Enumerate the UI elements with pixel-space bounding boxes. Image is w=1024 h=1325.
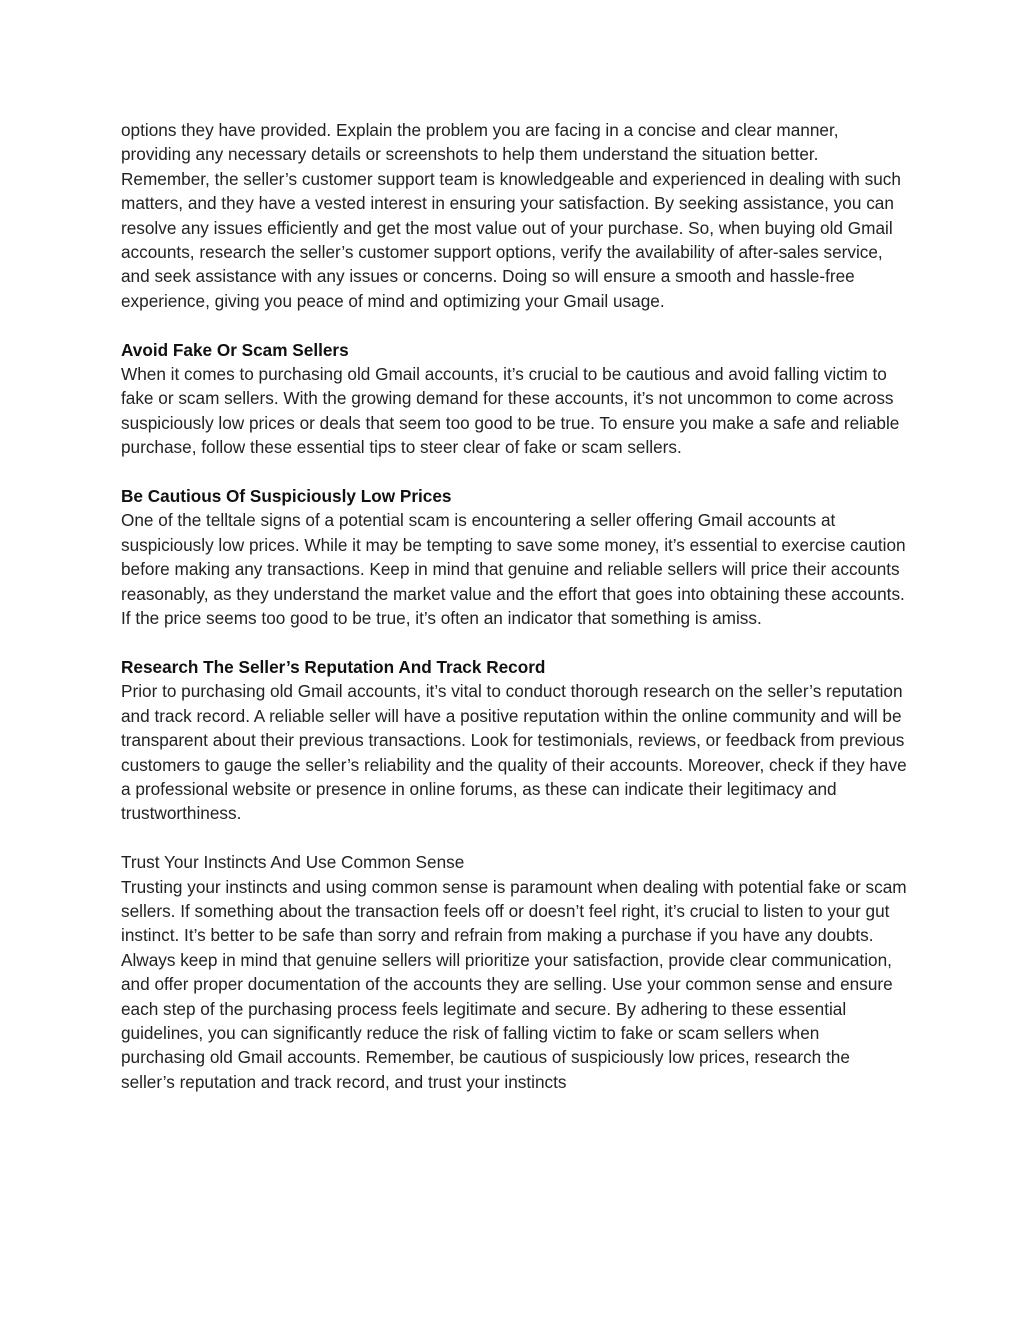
paragraph: Trusting your instincts and using common sense is paramount when dealing with potential fake or scam sellers. If something about the transaction feels off or doesn’t feel right, it’s crucial to listen to your gut instinct. It’s better to be safe than sorry and refrain from making a purchase if you have any doubts. Always keep in mind that genuine sellers will prioritize your satisfaction, provide clear communication, and offer proper documentation of the accounts they are selling. Use your common sense and ensure each step of the purchasing process feels legitimate and secure. By adhering to these essential guidelines, you can significantly reduce the risk of falling victim to fake or scam sellers when purchasing old Gmail accounts. Remember, be cautious of suspiciously low prices, research the seller’s reputation and track record, and trust your instincts xyxy=(121,876,907,1092)
section-low-prices xyxy=(121,484,907,630)
section-heading: Trust Your Instincts And Use Common Sense xyxy=(121,852,465,873)
section-heading: Research The Seller’s Reputation And Track Record xyxy=(121,656,546,677)
section-trust-instincts xyxy=(121,850,907,1094)
section-avoid-fake-sellers xyxy=(121,338,907,460)
section-heading: Be Cautious Of Suspiciously Low Prices xyxy=(121,486,452,507)
section-intro-continued xyxy=(121,118,907,313)
paragraph: When it comes to purchasing old Gmail accounts, it’s crucial to be cautious and avoid falling victim to fake or scam sellers. With the growing demand for these accounts, it’s not uncommon to come across suspiciously low prices or deals that seem too good to be true. To ensure you make a safe and reliable purchase, follow these essential tips to steer clear of fake or scam sellers. xyxy=(121,364,900,458)
document-page xyxy=(121,118,907,1094)
paragraph: options they have provided. Explain the problem you are facing in a concise and clear manner, providing any necessary details or screenshots to help them understand the situation better. Remember, the seller’s customer support team is knowledgeable and experienced in dealing with such matters, and they have a vested interest in ensuring your satisfaction. By seeking assistance, you can resolve any issues efficiently and get the most value out of your purchase. So, when buying old Gmail accounts, research the seller’s customer support options, verify the availability of after-sales service, and seek assistance with any issues or concerns. Doing so will ensure a smooth and hassle-free experience, giving you peace of mind and optimizing your Gmail usage. xyxy=(121,120,901,311)
section-seller-reputation xyxy=(121,655,907,826)
paragraph: One of the telltale signs of a potential scam is encountering a seller offering Gmail accounts at suspiciously low prices. While it may be tempting to save some money, it’s essential to exercise caution before making any transactions. Keep in mind that genuine and reliable sellers will price their accounts reasonably, as they understand the market value and the effort that goes into obtaining these accounts. If the price seems too good to be true, it’s often an indicator that something is amiss. xyxy=(121,510,906,629)
paragraph: Prior to purchasing old Gmail accounts, it’s vital to conduct thorough research on the seller’s reputation and track record. A reliable seller will have a positive reputation within the online community and will be transparent about their previous transactions. Look for testimonials, reviews, or feedback from previous customers to gauge the seller’s reliability and the quality of their accounts. Moreover, check if they have a professional website or presence in online forums, as these can indicate their legitimacy and trustworthiness. xyxy=(121,681,907,824)
section-heading: Avoid Fake Or Scam Sellers xyxy=(121,339,349,360)
